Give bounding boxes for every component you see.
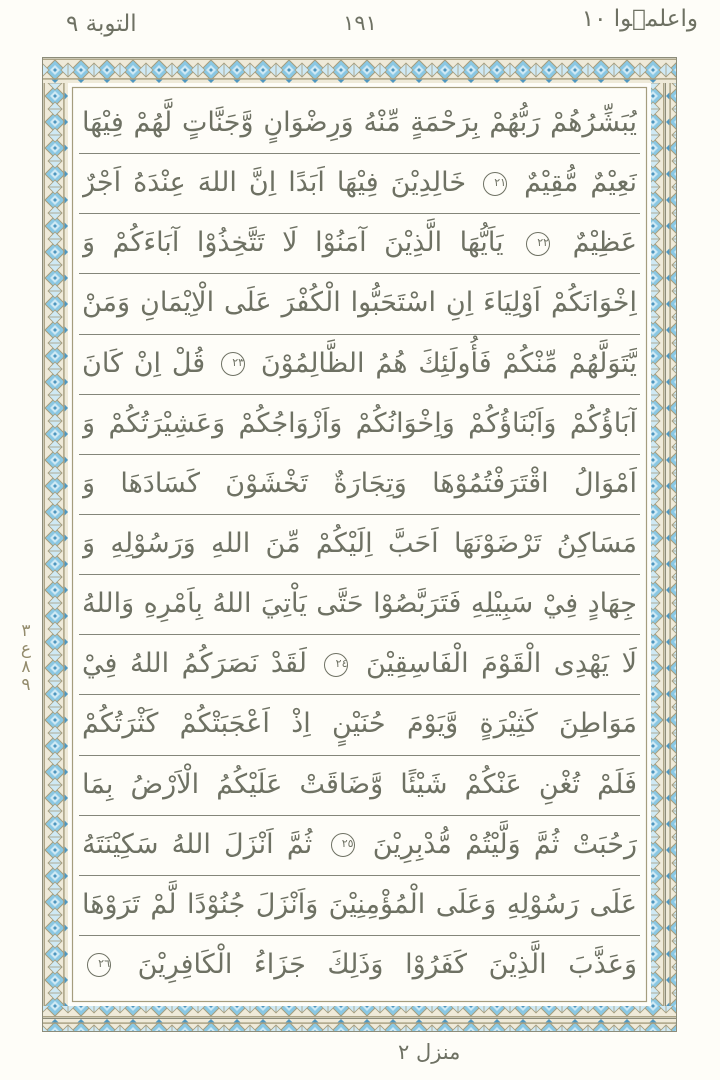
quran-line-row: [79, 274, 640, 334]
quran-line-row: [79, 575, 640, 635]
juz-label: واعلمۤوا ١٠: [581, 6, 698, 32]
ayah-marker: ٢٤: [324, 653, 348, 677]
quran-line-text: وَعَذَّبَ الَّذِيْنَ كَفَرُوْا وَذَلِكَ جَزَاءُ الْكَافِرِيْنَ ٢٦: [82, 936, 637, 995]
quran-line-row: [79, 455, 640, 515]
quran-line-row: [79, 876, 640, 936]
quran-line-text: عَلَى رَسُوْلِهِ وَعَلَى الْمُؤْمِنِيْنَ وَاَنْزَلَ جُنُوْدًا لَّمْ تَرَوْهَا: [82, 888, 637, 920]
ayah-marker: ٢٥: [331, 833, 355, 857]
quran-line-row: [79, 936, 640, 995]
quran-line-text: فَلَمْ تُغْنِ عَنْكُمْ شَيْئًا وَّضَاقَتْ عَلَيْكُمُ الْاَرْضُ بِمَا: [82, 768, 637, 800]
quran-line-row: [79, 214, 640, 274]
ayah-marker: ٢١: [483, 172, 507, 196]
quran-line-text: لَا يَهْدِى الْقَوْمَ الْفَاسِقِيْنَ ٢٤ لَقَدْ نَصَرَكُمُ اللهُ فِيْ: [82, 648, 637, 680]
ruku-marker-middle: ٨: [21, 657, 31, 677]
quran-line-text: اِخْوَانَكُمْ اَوْلِيَاءَ اِنِ اسْتَحَبُّوا الْكُفْرَ عَلَى الْاِيْمَانِ وَمَنْ: [82, 287, 637, 319]
quran-line-row: [79, 395, 640, 455]
quran-line-row: [79, 94, 640, 154]
quran-line-row: [79, 816, 640, 876]
ruku-marker: [12, 622, 40, 694]
surah-label: التوبة ٩: [66, 11, 137, 37]
ayah-marker: ٢٢: [526, 232, 550, 256]
quran-line-text: عَظِيْمٌ ٢٢ يَاَيُّهَا الَّذِيْنَ آمَنُوْا لَا تَتَّخِذُوْا آبَاءَكُمْ وَ: [82, 227, 637, 259]
quran-line-text: جِهَادٍ فِيْ سَبِيْلِهِ فَتَرَبَّصُوْا حَتَّى يَاْتِيَ اللهُ بِاَمْرِهِ وَاللهُ: [82, 588, 637, 620]
quran-line-text: مَوَاطِنَ كَثِيْرَةٍ وَّيَوْمَ حُنَيْنٍ اِذْ اَعْجَبَتْكُمْ كَثْرَتُكُمْ: [82, 708, 637, 740]
quran-line-row: [79, 635, 640, 695]
quran-line-row: [79, 335, 640, 395]
quran-line-text: نَعِيْمٌ مُّقِيْمٌ ٢١ خَالِدِيْنَ فِيْهَا اَبَدًا اِنَّ اللهَ عِنْدَهُ اَجْرٌ: [82, 167, 637, 199]
quran-line-row: [79, 756, 640, 816]
quran-line-row: [79, 695, 640, 755]
ayah-marker: ٢٣: [221, 352, 245, 376]
quran-line-text: يَّتَوَلَّهُمْ مِّنْكُمْ فَأُولَئِكَ هُمُ الظَّالِمُوْنَ ٢٣ قُلْ اِنْ كَانَ: [82, 347, 637, 379]
quran-line-row: [79, 515, 640, 575]
quran-line-text: رَحُبَتْ ثُمَّ وَلَّيْتُمْ مُّدْبِرِيْنَ ٢٥ ثُمَّ اَنْزَلَ اللهُ سَكِيْنَتَهُ: [82, 828, 637, 860]
ruku-marker-bottom: ٩: [21, 675, 31, 695]
text-panel: [79, 94, 640, 995]
ruku-marker-top: ٣: [21, 621, 31, 641]
manzil-label: منزل ٢: [398, 1040, 461, 1064]
quran-line-text: يُبَشِّرُهُمْ رَبُّهُمْ بِرَحْمَةٍ مِّنْهُ وَرِضْوَانٍ وَّجَنَّاتٍ لَّهُمْ فِيْهَا: [82, 107, 637, 138]
ayah-marker: ٢٦: [87, 953, 111, 977]
quran-line-row: [79, 154, 640, 214]
quran-line-text: آبَاؤُكُمْ وَاَبْنَاؤُكُمْ وَاِخْوَانُكُمْ وَاَزْوَاجُكُمْ وَعَشِيْرَتُكُمْ وَ: [82, 407, 637, 439]
ruku-marker-ain: ع: [20, 639, 32, 659]
quran-line-text: مَسَاكِنُ تَرْضَوْنَهَا اَحَبَّ اِلَيْكُمْ مِّنَ اللهِ وَرَسُوْلِهِ وَ: [82, 527, 637, 559]
quran-line-text: اَمْوَالُ اقْتَرَفْتُمُوْهَا وَتِجَارَةٌ تَخْشَوْنَ كَسَادَهَا وَ: [82, 467, 637, 499]
page-number: ١٩١: [343, 11, 377, 35]
